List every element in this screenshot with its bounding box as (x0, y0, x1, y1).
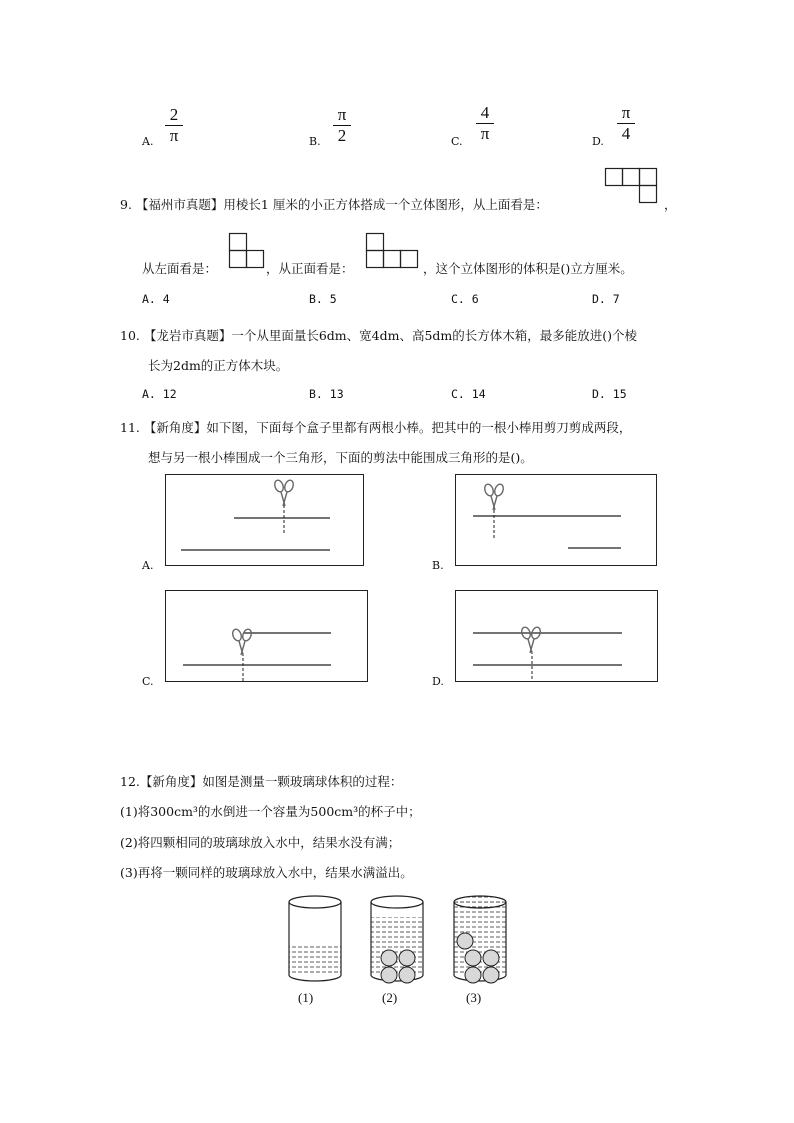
q9-option-d: D. 7 (592, 292, 620, 306)
q8-option-a-fraction (163, 106, 185, 145)
q9-line1-end: ， (664, 197, 677, 212)
q12-step1: (1)将300cm³的水倒进一个容量为500cm³的杯子中； (120, 804, 421, 819)
scissors-icon (230, 627, 254, 657)
q11-label-d: D. (432, 675, 444, 688)
q11-label-a: A. (142, 559, 154, 572)
fraction-denominator: π (480, 124, 490, 143)
scissors-icon (519, 625, 543, 655)
q11-box-c (165, 590, 368, 682)
cup-3 (454, 896, 506, 983)
q9-option-c: C. 6 (451, 292, 479, 306)
q10-option-a: A. 12 (142, 387, 177, 401)
q12-caption-3: (3) (466, 990, 482, 1005)
q9-left-view-figure (229, 233, 267, 271)
q10-line2: 长为2dm的正方体木块。 (148, 358, 289, 373)
scissors-icon (272, 478, 296, 508)
q12-line1: 12.【新角度】如图是测量一颗玻璃球体积的过程： (120, 774, 403, 789)
q12-step2: (2)将四颗相同的玻璃球放入水中，结果水没有满； (120, 835, 401, 850)
q12-cups-figure (280, 890, 520, 990)
q9-top-view-figure (605, 168, 661, 206)
q9-left-view-label: 从左面看是： (142, 261, 218, 276)
q9-line1: 9. 【福州市真题】用棱长1 厘米的小正方体搭成一个立体图形，从上面看是： (120, 197, 548, 212)
q10-option-c: C. 14 (451, 387, 486, 401)
q8-option-c-fraction (474, 104, 496, 143)
q12-step3: (3)再将一颗同样的玻璃球放入水中，结果水满溢出。 (120, 865, 413, 880)
q8-option-a-letter: A. (142, 135, 154, 148)
fraction-denominator: 4 (621, 124, 631, 143)
fraction-denominator: 2 (337, 126, 347, 145)
q8-option-b-letter: B. (309, 135, 321, 148)
q10-line1: 10. 【龙岩市真题】一个从里面量长6dm、宽4dm、高5dm的长方体木箱，最多能放进()个棱 (120, 328, 638, 343)
q10-option-b: B. 13 (309, 387, 344, 401)
q11-line1: 11. 【新角度】如下图，下面每个盒子里都有两根小棒。把其中的一根小棒用剪刀剪成两段， (120, 420, 632, 435)
scissors-icon (482, 482, 506, 512)
q11-box-a-sticks (166, 475, 365, 567)
q11-box-a (165, 474, 364, 566)
fraction-numerator: 4 (480, 103, 490, 122)
fraction-numerator: 2 (169, 105, 179, 124)
q9-front-view-label: ，从正面看是： (266, 261, 354, 276)
q12-caption-2: (2) (382, 990, 398, 1005)
fraction-numerator: π (337, 105, 347, 124)
q11-box-c-sticks (166, 591, 369, 683)
q8-option-c-letter: C. (451, 135, 463, 148)
q12-caption-1: (1) (298, 990, 314, 1005)
fraction-denominator: π (169, 126, 179, 145)
fraction-numerator: π (621, 103, 631, 122)
q8-option-d-letter: D. (592, 135, 604, 148)
q9-front-view-figure (366, 233, 422, 271)
q11-box-d-sticks (456, 591, 659, 683)
q10-option-d: D. 15 (592, 387, 627, 401)
q11-label-b: B. (432, 559, 444, 572)
q11-box-b (455, 474, 657, 566)
q8-option-b-fraction (331, 106, 353, 145)
q11-box-d (455, 590, 658, 682)
q8-option-d-fraction (615, 104, 637, 143)
q9-option-b: B. 5 (309, 292, 337, 306)
cup-2 (371, 896, 423, 983)
q11-label-c: C. (142, 675, 154, 688)
cup-1 (289, 896, 341, 981)
q9-option-a: A. 4 (142, 292, 170, 306)
q11-line2: 想与另一根小棒围成一个三角形，下面的剪法中能围成三角形的是()。 (148, 450, 533, 465)
q9-line2-end: ，这个立体图形的体积是()立方厘米。 (423, 261, 633, 276)
